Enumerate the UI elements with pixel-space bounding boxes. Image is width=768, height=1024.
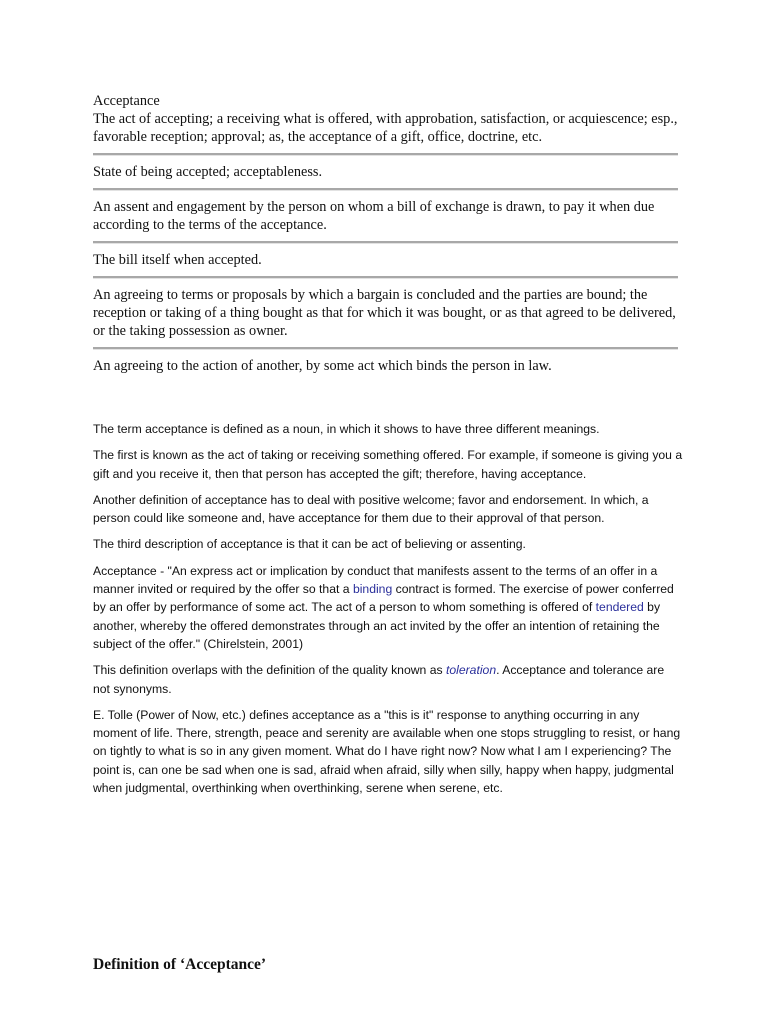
paragraph-third-meaning: The third description of acceptance is that it can be act of believing or assenting. [93,537,526,552]
paragraph-noun-meanings: The term acceptance is defined as a noun, in which it shows to have three different meanings. [93,422,600,436]
definition-3: An assent and engagement by the person on whom a bill of exchange is drawn, to pay it when due according to the terms of the acceptance. [93,199,655,233]
definition-4: The bill itself when accepted. [93,252,262,268]
legal-text-b: contract is formed. The exercise of power conferred by an offer by performance of some act. The act of a person to whom something is offered of [93,582,674,615]
definition-5: An agreeing to terms or proposals by which a bargain is concluded and the parties are bound; the reception or taking of a thing bought as that for which it was bought, or as that agreed to be delivered, or the taking possession as owner. [93,287,676,339]
paragraph-legal-definition [93,562,683,653]
definition-1: The act of accepting; a receiving what is offered, with approbation, satisfaction, or acquiescence; esp., favorable reception; approval; as, the acceptance of a gift, office, doctrine, etc. [93,111,678,145]
divider [93,241,678,244]
legal-text-c: by another, whereby the offered demonstrates through an act invited by the offer an intention of retaining the subject of the offer." (Chirelstein, 2001) [93,600,661,651]
toleration-link[interactable]: toleration [445,663,497,678]
definition-6: An agreeing to the action of another, by some act which binds the person in law. [93,358,552,374]
toleration-text-b: . Acceptance and tolerance are not synonyms. [93,663,665,696]
definition-2: State of being accepted; acceptableness. [93,164,323,180]
toleration-text-a: This definition overlaps with the definition of the quality known as [93,663,446,678]
body-text [93,420,683,805]
tendered-link[interactable]: tendered [595,600,644,615]
paragraph-second-meaning: Another definition of acceptance has to deal with positive welcome; favor and endorsement. In which, a person could like someone and, have acceptance for them due to their approval of that person. [93,492,649,526]
footer-title: Definition of ‘Acceptance’ [93,956,267,973]
divider [93,347,678,350]
binding-link[interactable]: binding [352,582,393,597]
dictionary-section [93,92,678,375]
headword: Acceptance [93,93,160,109]
legal-text-a: Acceptance - "An express act or implication by conduct that manifests assent to the terms of an offer in a manner invited or required by the offer so that a [93,563,658,597]
paragraph-first-meaning: The first is known as the act of taking or receiving something offered. For example, if someone is giving you a gift and you receive it, then that person has accepted the gift; therefore, having acceptance. [93,448,683,481]
divider [93,276,678,279]
divider [93,188,678,191]
paragraph-tolle: E. Tolle (Power of Now, etc.) defines acceptance as a "this is it" response to anything occurring in any moment of life. There, strength, peace and serenity are available when one stops struggling to resist, or hang on tightly to what is so in any given moment. What do I have right now? Now what I am I experiencing? The point is, can one be sad when one is sad, afraid when afraid, silly when silly, happy when happy, judgmental when judgmental, overthinking when overthinking, serene when serene, etc. [93,707,681,796]
divider [93,153,678,156]
paragraph-toleration [93,661,683,698]
